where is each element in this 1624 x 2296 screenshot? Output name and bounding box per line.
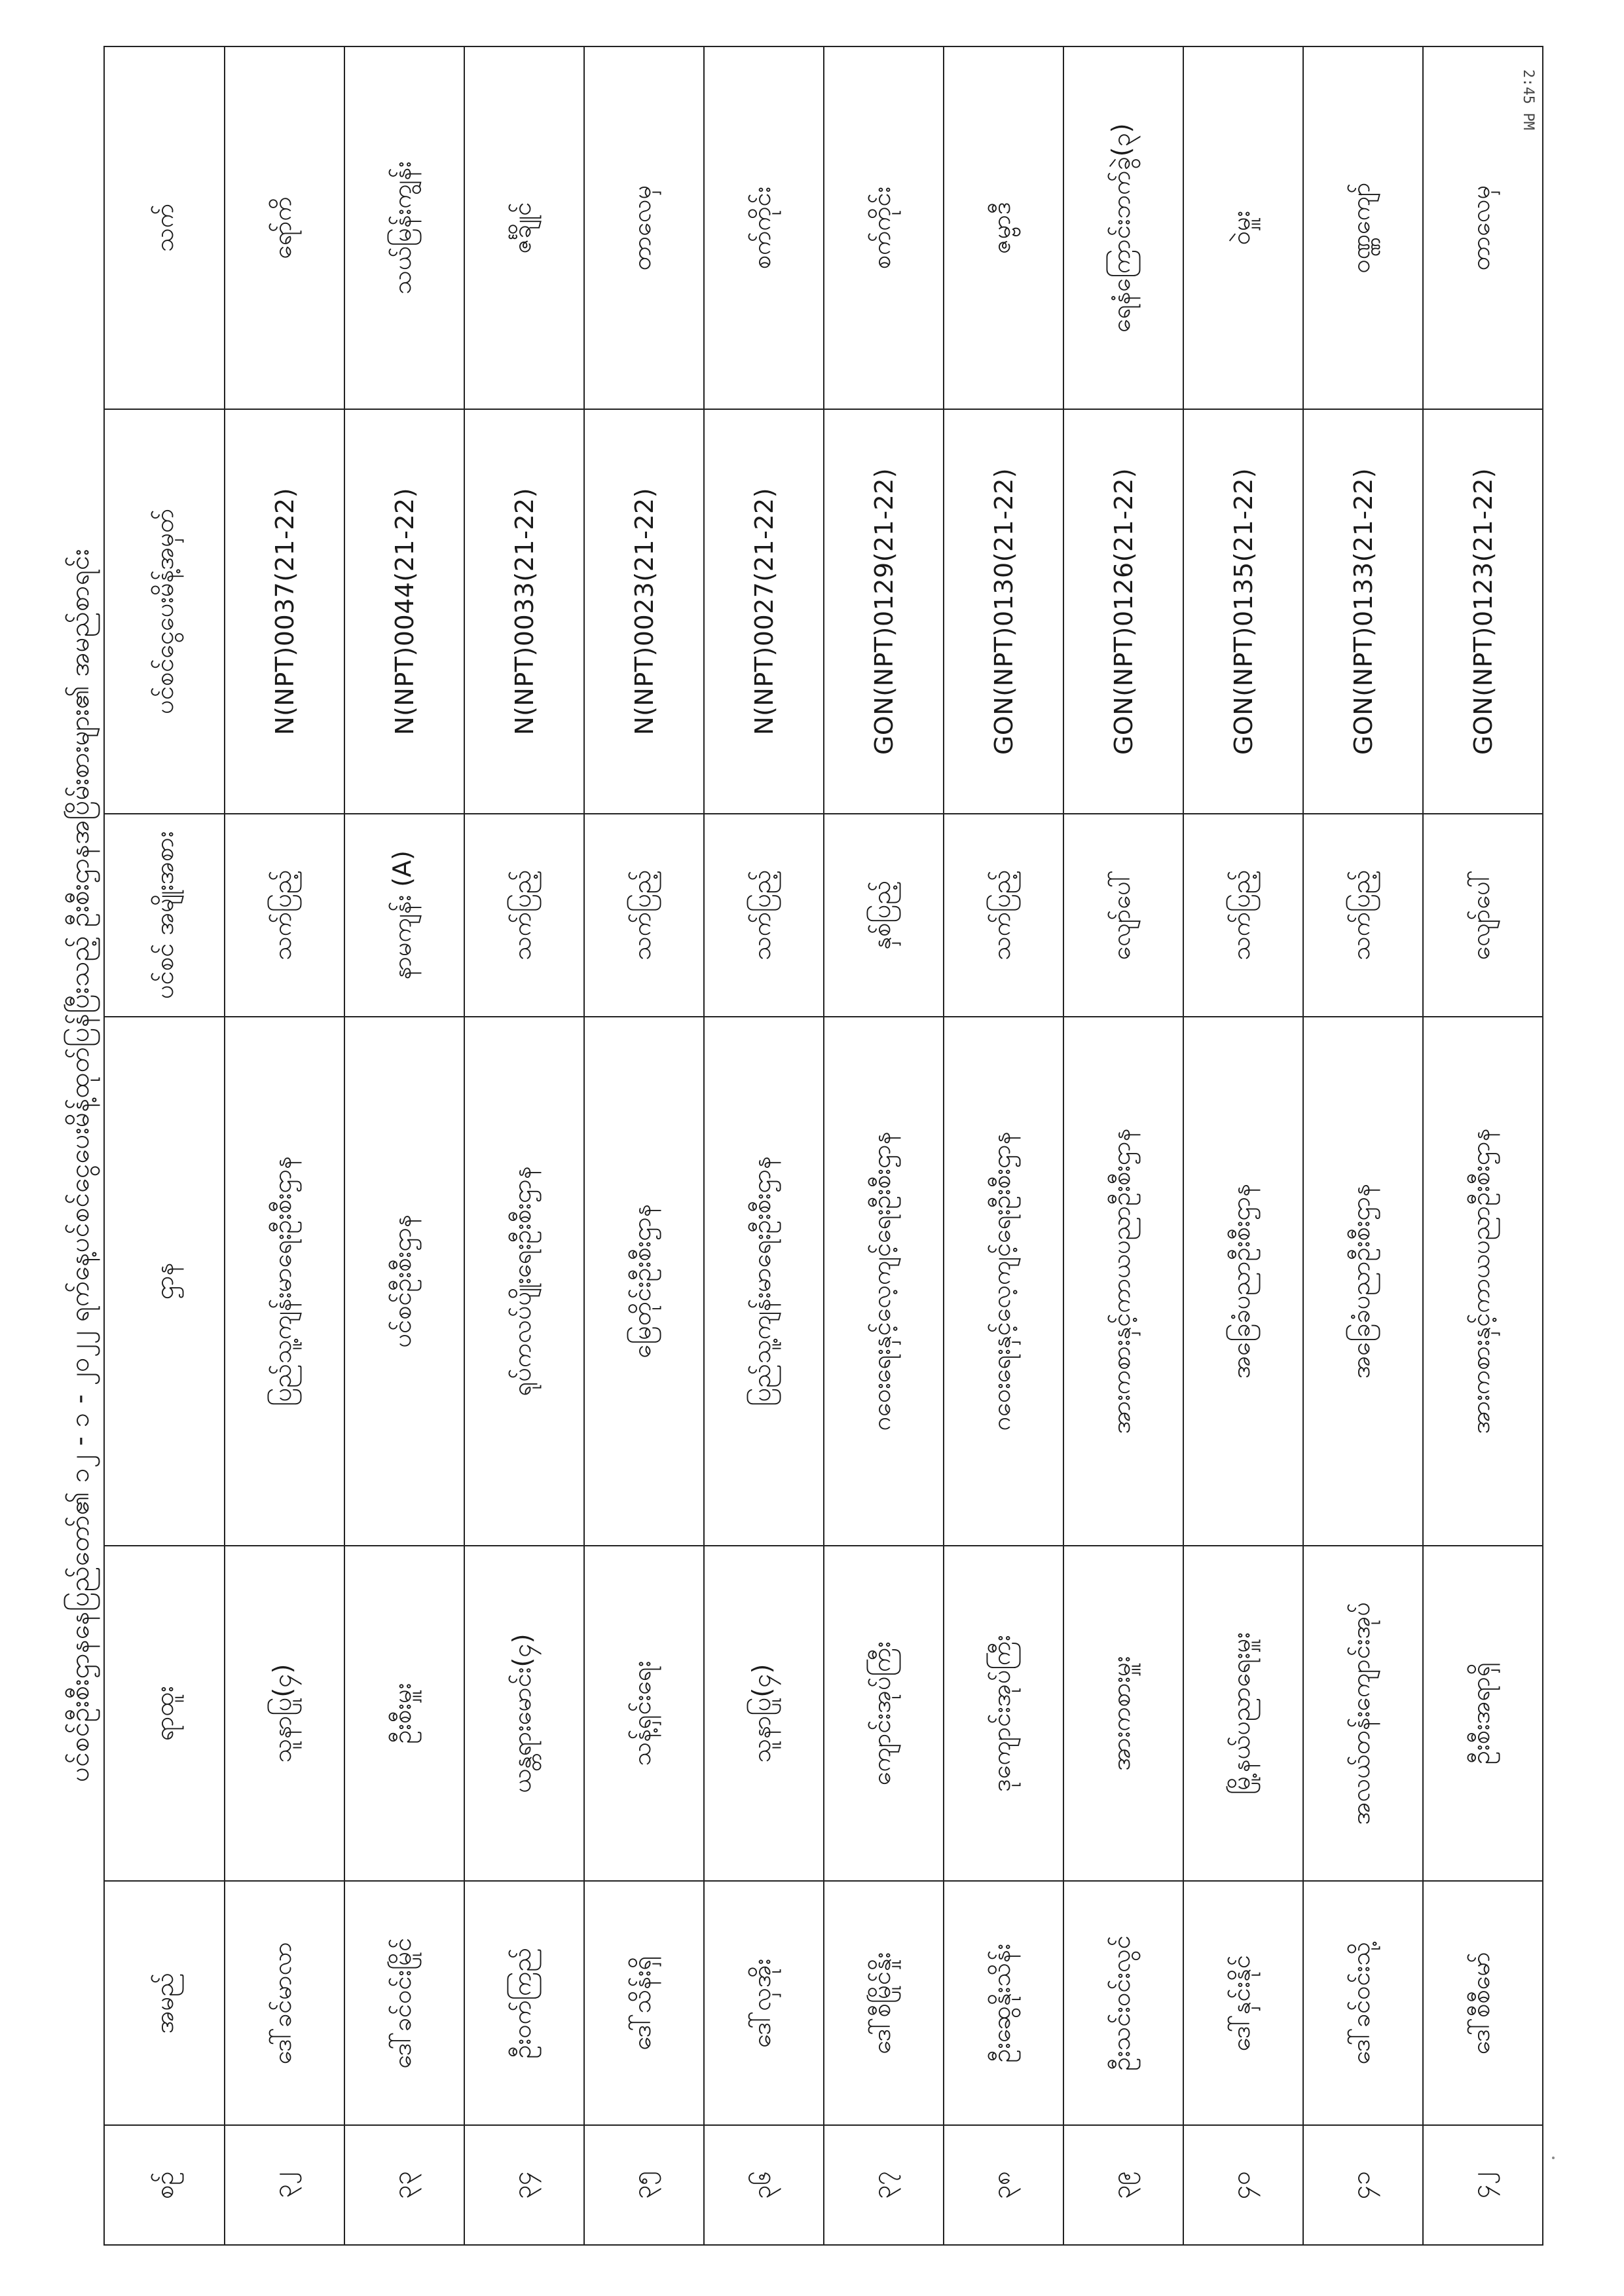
cell-place: ရေနံကြောင်းဘက်ခွဲ(၃) (1063, 46, 1183, 409)
cell-place: ဝဏ္ဏကျော် (1303, 46, 1423, 409)
cell-pension-type: နာမကျန်း (A) (344, 814, 464, 1017)
cell-rank: မြို့နယ်ပညာရေးမှူး (1183, 1546, 1303, 1881)
cell-rank: အားကစားမှူး (1063, 1546, 1183, 1881)
cell-no: ၃၃ (344, 2125, 464, 2245)
cell-no: ၃၂ (225, 2125, 344, 2245)
cell-pension-type: သက်ပြည့် (1303, 814, 1423, 1017)
table-row (1423, 46, 1543, 2245)
cell-rank: အလယ်တန်းကျောင်းအုပ် (1303, 1546, 1423, 1881)
cell-department: ပြည်သူ့ကျန်းမာရေးဦးစီးဌာန (704, 1017, 824, 1546)
cell-rank: ဦးစီးမှူး (344, 1546, 464, 1881)
cell-no: ၄၂ (1423, 2125, 1543, 2245)
cell-rank: ကျောင်းအုပ်ကြီး (824, 1546, 944, 1881)
document-sheet (52, 26, 1559, 2252)
cell-place: တာလေမှ (1423, 46, 1543, 409)
cell-place: တာလေမှ (584, 46, 704, 409)
header-rank: ရာထူး (104, 1546, 225, 1881)
cell-license-no: N(NPT)0023(21-22) (584, 409, 704, 814)
table-row (1063, 46, 1183, 2245)
cell-license-no: N(NPT)0027(21-22) (704, 409, 824, 814)
cell-no: ၃၉ (1063, 2125, 1183, 2245)
cell-name: ဒေါ်ခင်မာလာ (225, 1881, 344, 2126)
cell-name: ဦးဝက်ကြည် (464, 1881, 584, 2126)
table-row (584, 46, 704, 2245)
cell-license-no: N(NPT)0033(21-22) (464, 409, 584, 814)
header-license-no: ပင်စင်ငွေပေးမိန့်အမှတ် (104, 409, 225, 814)
cell-department: ဂဝေးရေးနှင့်လေ့ကျင့်ရေးဦးစီးဌာန (824, 1017, 944, 1546)
cell-rank: သူနာပြု(၄) (225, 1546, 344, 1881)
cell-rank: ဦးစီးအရာရှိ (1423, 1546, 1543, 1881)
cell-license-no: N(NPT)0037(21-22) (225, 409, 344, 814)
cell-pension-type: သက်ပြည့် (704, 814, 824, 1017)
retirees-table (103, 46, 1543, 2246)
cell-pension-type: သက်ပြည့် (225, 814, 344, 1017)
cell-pension-type: သက်ပြည့် (464, 814, 584, 1017)
cell-name: ဒေါ်လှအိုး (704, 1881, 824, 2126)
cell-no: ၄၁ (1303, 2125, 1423, 2245)
cell-name: ဦးဆွေနိုးသိန်း (944, 1881, 1063, 2126)
cell-pension-type: နှစ်ပြည့် (824, 814, 944, 1017)
cell-license-no: GON(NPT)0130(21-22) (944, 409, 1063, 814)
cell-name: ဒေါ်သိန်းရှိ (584, 1881, 704, 2126)
cell-name: ဒေါ်စီမြိုင်နှိုး (824, 1881, 944, 2126)
cell-department: ပင်စင်ဦးစီးဌာန (344, 1017, 464, 1546)
cell-pension-type: သက်ပြည့် (584, 814, 704, 1017)
table-row (1303, 46, 1423, 2245)
document-title: ပင်စင်ဦးစီးဌာနနေပြည်တော်၏ ၁၂ - ၁ - ၂၀၂၂ ရက်နေ့ပင်စင်ငွေပေးမိန့်ထုတ်ပြန်ပြီးသည့် ဦးစီးဌာနအပြိမ်းစားများ၏ အမည်စာရင်း (65, 549, 95, 1782)
cell-name: ဒေါ်စီစီမော် (1423, 1881, 1543, 2126)
cell-department: အခြေခံပညာဦးစီးဌာန (1183, 1017, 1303, 1546)
cell-no: ၃၇ (824, 2125, 944, 2245)
header-name: အမည် (104, 1881, 225, 2126)
cell-pension-type: သက်ပြည့် (944, 814, 1063, 1017)
cell-place: စက်ကိုင်း (824, 46, 944, 409)
header-pension-type: ပင်စင် အမျိုးအစား (104, 814, 225, 1017)
cell-no: ၃၄ (464, 2125, 584, 2245)
scan-speck (1552, 2157, 1555, 2159)
cell-license-no: GON(NPT)0135(21-22) (1183, 409, 1303, 814)
cell-rank: ဒုကျောင်းအုပ်ကြီး (944, 1546, 1063, 1881)
cell-department: ပြည်သူ့ကျန်းမာရေးဦးစီးဌာန (225, 1017, 344, 1546)
cell-no: ၃၈ (944, 2125, 1063, 2245)
cell-no: ၃၅ (584, 2125, 704, 2245)
cell-rank: သန့်ရှင်းရေး (584, 1546, 704, 1881)
header-department: ဌာန (104, 1017, 225, 1546)
cell-place: ဇမ္ဗာဒီ (944, 46, 1063, 409)
cell-pension-type: လျော်ပေါ် (1063, 814, 1183, 1017)
cell-name: ဦးသင်းဝင်းလွင် (1063, 1881, 1183, 2126)
cell-department: အခြေခံပညာဦးစီးဌာန (1303, 1017, 1423, 1546)
table-row (824, 46, 944, 2245)
cell-license-no: GON(NPT)0133(21-22) (1303, 409, 1423, 814)
cell-department: ဂဝေးရေးနှင့်လေ့ကျင့်ရေးဦးစီးဌာန (944, 1017, 1063, 1546)
cell-department: အားကစားနှင့်ကာယပညာဦးစီးဌာန (1423, 1017, 1543, 1546)
header-no: စဉ် (104, 2125, 225, 2245)
cell-no: ၃၆ (704, 2125, 824, 2245)
cell-place: ဇင်္ချိုင် (464, 46, 584, 409)
table-row (464, 46, 584, 2245)
cell-department: အားကစားနှင့်ကာယပညာဦးစီးဌာန (1063, 1017, 1183, 1546)
cell-department: မြေတိုင်းဦးစီးဌာန (584, 1017, 704, 1546)
table-row (344, 46, 464, 2245)
cell-name: ဒေါ်ခင်ဝင်းမြိုင် (344, 1881, 464, 2126)
table-row (225, 46, 344, 2245)
cell-pension-type: လျော်ပေါ် (1423, 814, 1543, 1017)
cell-no: ၄၀ (1183, 2125, 1303, 2245)
header-place: သက် (104, 46, 225, 409)
cell-license-no: GON(NPT)0123(21-22) (1423, 409, 1543, 814)
cell-pension-type: သက်ပြည့် (1183, 814, 1303, 1017)
cell-place: ဝဲမှူး (1183, 46, 1303, 409)
cell-name: ဒေါ်ခင်ဝင်းသို့ (1303, 1881, 1423, 2126)
table-row (1183, 46, 1303, 2245)
cell-department: ရုပ်ကလပ်ပျိုးရေးဦးစီးဌာန (464, 1017, 584, 1546)
cell-rank: သူနာပြု(၄) (704, 1546, 824, 1881)
cell-place: သယ်မြန်းကျွန်း (344, 46, 464, 409)
cell-rank: ယန္တရားမောင်း(၄) (464, 1546, 584, 1881)
cell-license-no: N(NPT)0044(21-22) (344, 409, 464, 814)
table-header-row (104, 46, 225, 2245)
cell-place: ရော်ကိ (225, 46, 344, 409)
table-row (704, 46, 824, 2245)
print-timestamp: 2:45 PM (1520, 69, 1536, 130)
cell-license-no: GON(NPT)0129(21-22) (824, 409, 944, 814)
table-row (944, 46, 1063, 2245)
cell-license-no: GON(NPT)0126(21-22) (1063, 409, 1183, 814)
cell-place: စက်ကိုင်း (704, 46, 824, 409)
cell-name: ဒေါ်နှင်းနိုင် (1183, 1881, 1303, 2126)
